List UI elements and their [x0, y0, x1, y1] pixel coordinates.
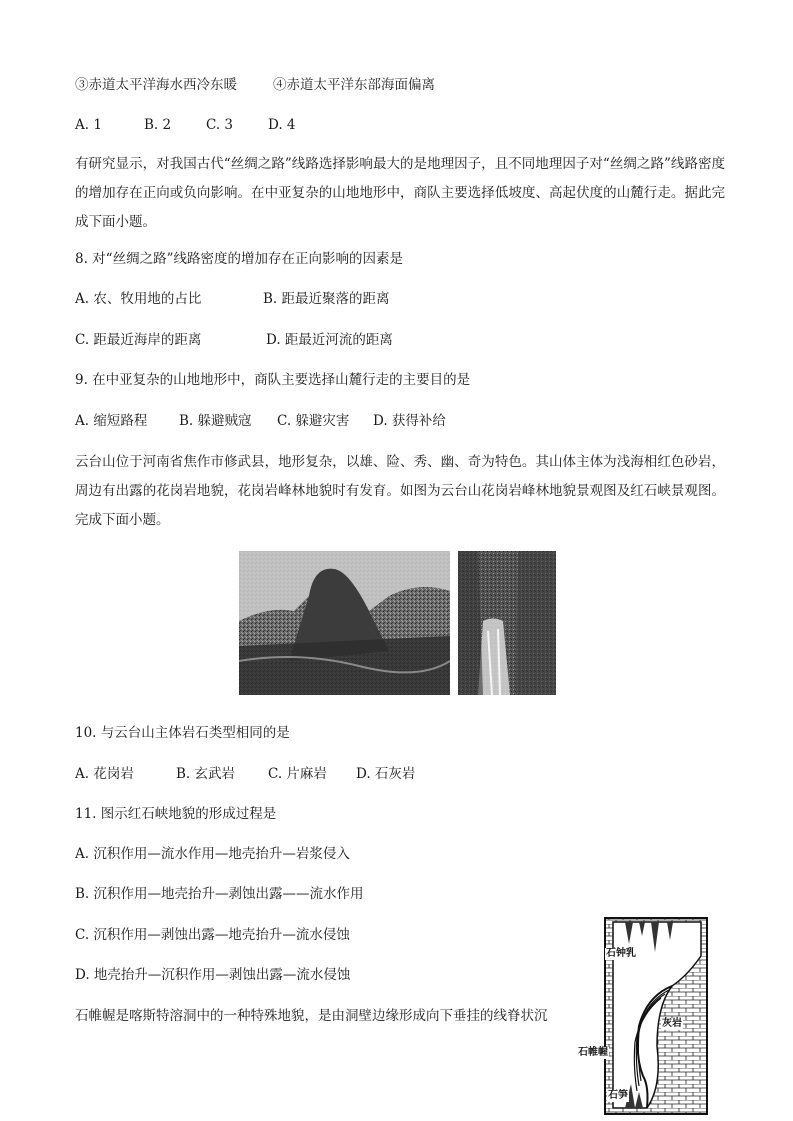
- label-limestone: 灰岩: [662, 1018, 682, 1029]
- label-stalagmite: 石笋: [608, 1090, 628, 1101]
- q10-option-c[interactable]: C. 片麻岩: [268, 766, 327, 782]
- q11-option-c[interactable]: C. 沉积作用—剥蚀出露—地壳抬升—流水侵蚀: [75, 927, 350, 943]
- q7-option-c[interactable]: C. 3: [206, 117, 234, 133]
- q10-options: [75, 764, 415, 784]
- q8-option-b[interactable]: B. 距最近聚落的距离: [263, 291, 390, 307]
- q7-item3-4: [75, 75, 435, 95]
- q10-stem: 10. 与云台山主体岩石类型相同的是: [75, 725, 290, 741]
- q7-item4: ④赤道太平洋东部海面偏离: [273, 77, 435, 93]
- q9-stem: 9. 在中亚复杂的山地地形中，商队主要选择山麓行走的主要目的是: [75, 372, 471, 388]
- q10-option-a[interactable]: A. 花岗岩: [75, 766, 134, 782]
- q8-option-d[interactable]: D. 距最近河流的距离: [266, 332, 393, 348]
- q8-stem: 8. 对“丝绸之路”线路密度的增加存在正向影响的因素是: [75, 251, 403, 267]
- label-curtain: 石帷幄: [578, 1047, 608, 1058]
- q10-option-b[interactable]: B. 玄武岩: [176, 766, 236, 782]
- q7-options: [75, 115, 296, 135]
- q7-option-d[interactable]: D. 4: [268, 117, 296, 133]
- granite-peak-forest-photo: [239, 551, 450, 695]
- cave-diagram: [577, 916, 709, 1116]
- q11-stem: 11. 图示红石峡地貌的形成过程是: [75, 806, 277, 822]
- q7-item3: ③赤道太平洋海水西冷东暖: [75, 77, 237, 93]
- q9-option-b[interactable]: B. 躲避贼寇: [179, 413, 252, 429]
- passage-yuntai: 云台山位于河南省焦作市修武县，地形复杂，以雄、险、秀、幽、奇为特色。其山体主体为浅海相红色砂岩，周边有出露的花岗岩地貌，花岗岩峰林地貌时有发育。如图为云台山花岗岩峰林地貌景观图及红石峡景观图。完成下面小题。: [75, 454, 725, 528]
- q9-option-a[interactable]: A. 缩短路程: [75, 413, 148, 429]
- q9-option-c[interactable]: C. 躲避灾害: [277, 413, 350, 429]
- q7-option-b[interactable]: B. 2: [144, 117, 172, 133]
- q10-option-d[interactable]: D. 石灰岩: [356, 766, 416, 782]
- label-stalactite: 石钟乳: [606, 948, 636, 959]
- q11-option-b[interactable]: B. 沉积作用—地壳抬升—剥蚀出露——流水作用: [75, 886, 364, 902]
- q8-option-c[interactable]: C. 距最近海岸的距离: [75, 332, 202, 348]
- q11-option-d[interactable]: D. 地壳抬升—沉积作用—剥蚀出露—流水侵蚀: [75, 967, 351, 983]
- passage-silk-road: 有研究显示，对我国古代“丝绸之路”线路选择影响最大的是地理因子，且不同地理因子对“丝绸之路”线路密度的增加存在正向或负向影响。在中亚复杂的山地地形中，商队主要选择低坡度、高起伏度的山麓行走。据此完成下面小题。: [75, 156, 725, 230]
- q11-option-a[interactable]: A. 沉积作用—流水作用—地壳抬升—岩浆侵入: [75, 846, 350, 862]
- q9-options: [75, 411, 446, 431]
- q9-option-d[interactable]: D. 获得补给: [373, 413, 446, 429]
- q8-options-row1: [75, 289, 390, 309]
- q8-options-row2: [75, 330, 393, 350]
- q8-option-a[interactable]: A. 农、牧用地的占比: [75, 291, 202, 307]
- q7-option-a[interactable]: A. 1: [75, 117, 102, 133]
- passage-curtain: 石帷幄是喀斯特溶洞中的一种特殊地貌，是由洞壁边缘形成向下垂挂的线脊状沉: [75, 1008, 548, 1024]
- hongshixia-photo: [458, 551, 556, 695]
